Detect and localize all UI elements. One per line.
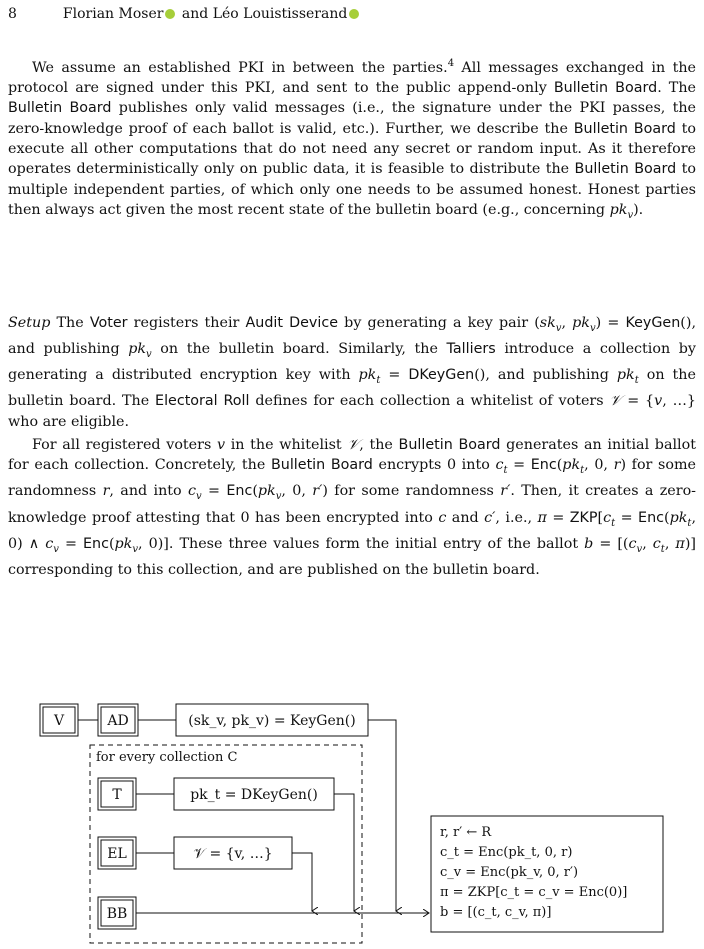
box-t-label: T: [112, 787, 122, 803]
whitelist-label: 𝒱 = {v, …}: [193, 846, 273, 862]
authors-and: and: [177, 6, 213, 22]
result-line-2: c_t = Enc(pk_t, 0, r): [440, 845, 573, 860]
footnote-marker[interactable]: 4: [447, 58, 455, 69]
result-line-1: r, r′ ← R: [440, 825, 492, 840]
dkeygen-label: pk_t = DKeyGen(): [190, 787, 318, 803]
box-v-label: V: [53, 713, 65, 729]
orcid-icon[interactable]: [349, 9, 359, 19]
paragraph-setup: Setup The Voter registers their Audit Device by generating a key pair ($sk_v$, $pk_v$) = KeyGen(), and publishing $pk_v$ on the bulletin board. Similarly, the Talliers introduce a collection by generating a distributed encryption key with $pk_t$ = DKeyGen(), and publishing $pk_t$ on the bulletin board. The Electoral Roll defines for each collection a whitelist of voters 𝒱 = {v, …} who are eligible.: [8, 315, 697, 430]
result-line-4: π = ZKP[c_t = c_v = Enc(0)]: [440, 885, 628, 900]
box-el-label: EL: [107, 846, 127, 862]
result-line-3: c_v = Enc(pk_v, 0, r′): [440, 865, 579, 880]
keygen-label: (sk_v, pk_v) = KeyGen(): [188, 713, 356, 729]
result-line-5: b = [(c_t, c_v, π)]: [440, 905, 552, 920]
author-2: Léo Louistisserand: [212, 6, 348, 22]
box-bb-label: BB: [106, 906, 128, 922]
page-header: [8, 6, 361, 22]
page-number: 8: [8, 6, 17, 22]
paragraph-pki: We assume an established PKI in between the parties.$^4$ All messages exchanged in the protocol are signed under this PKI, and sent to the public append-only Bulletin Board. The Bulletin Board publishes only valid messages (i.e., the signature under the PKI passes, the zero-knowledge proof of each ballot is valid, etc.). Further, we describe the Bulletin Board to execute all other computations that do not need any secret or random input. As it therefore operates deterministically only on public data, it is feasible to distribute the Bulletin Board to multiple independent parties, of which only one needs to be assumed honest. Honest parties then always act given the most recent state of the bulletin board (e.g., concerning $pk_v$).: [8, 58, 697, 221]
paragraph-initial-ballot: For all registered voters v in the whitelist 𝒱, the Bulletin Board generates an initial ballot for each collection. Concretely, the Bulletin Board encrypts 0 into $c_t = Enc(pk_t$, 0, r) for some randomness r, and into $c_v = Enc(pk_v$, 0, r′) for some randomness r′. Then, it creates a zero-knowledge proof attesting that 0 has been encrypted into c and c′, i.e., $\pi = ZKP[c_t = Enc(pk_t$, 0) ∧ $c_v = Enc(pk_v$, 0)]. These three values form the initial entry of the ballot $b = [(c_v$, $c_t$, π)] corresponding to this collection, and are published on the bulletin board.: [8, 437, 697, 578]
orcid-icon[interactable]: [165, 9, 175, 19]
box-ad-label: AD: [107, 713, 129, 729]
protocol-diagram: [0, 640, 704, 949]
author-1: Florian Moser: [62, 6, 164, 22]
collection-label: for every collection C: [96, 750, 238, 765]
